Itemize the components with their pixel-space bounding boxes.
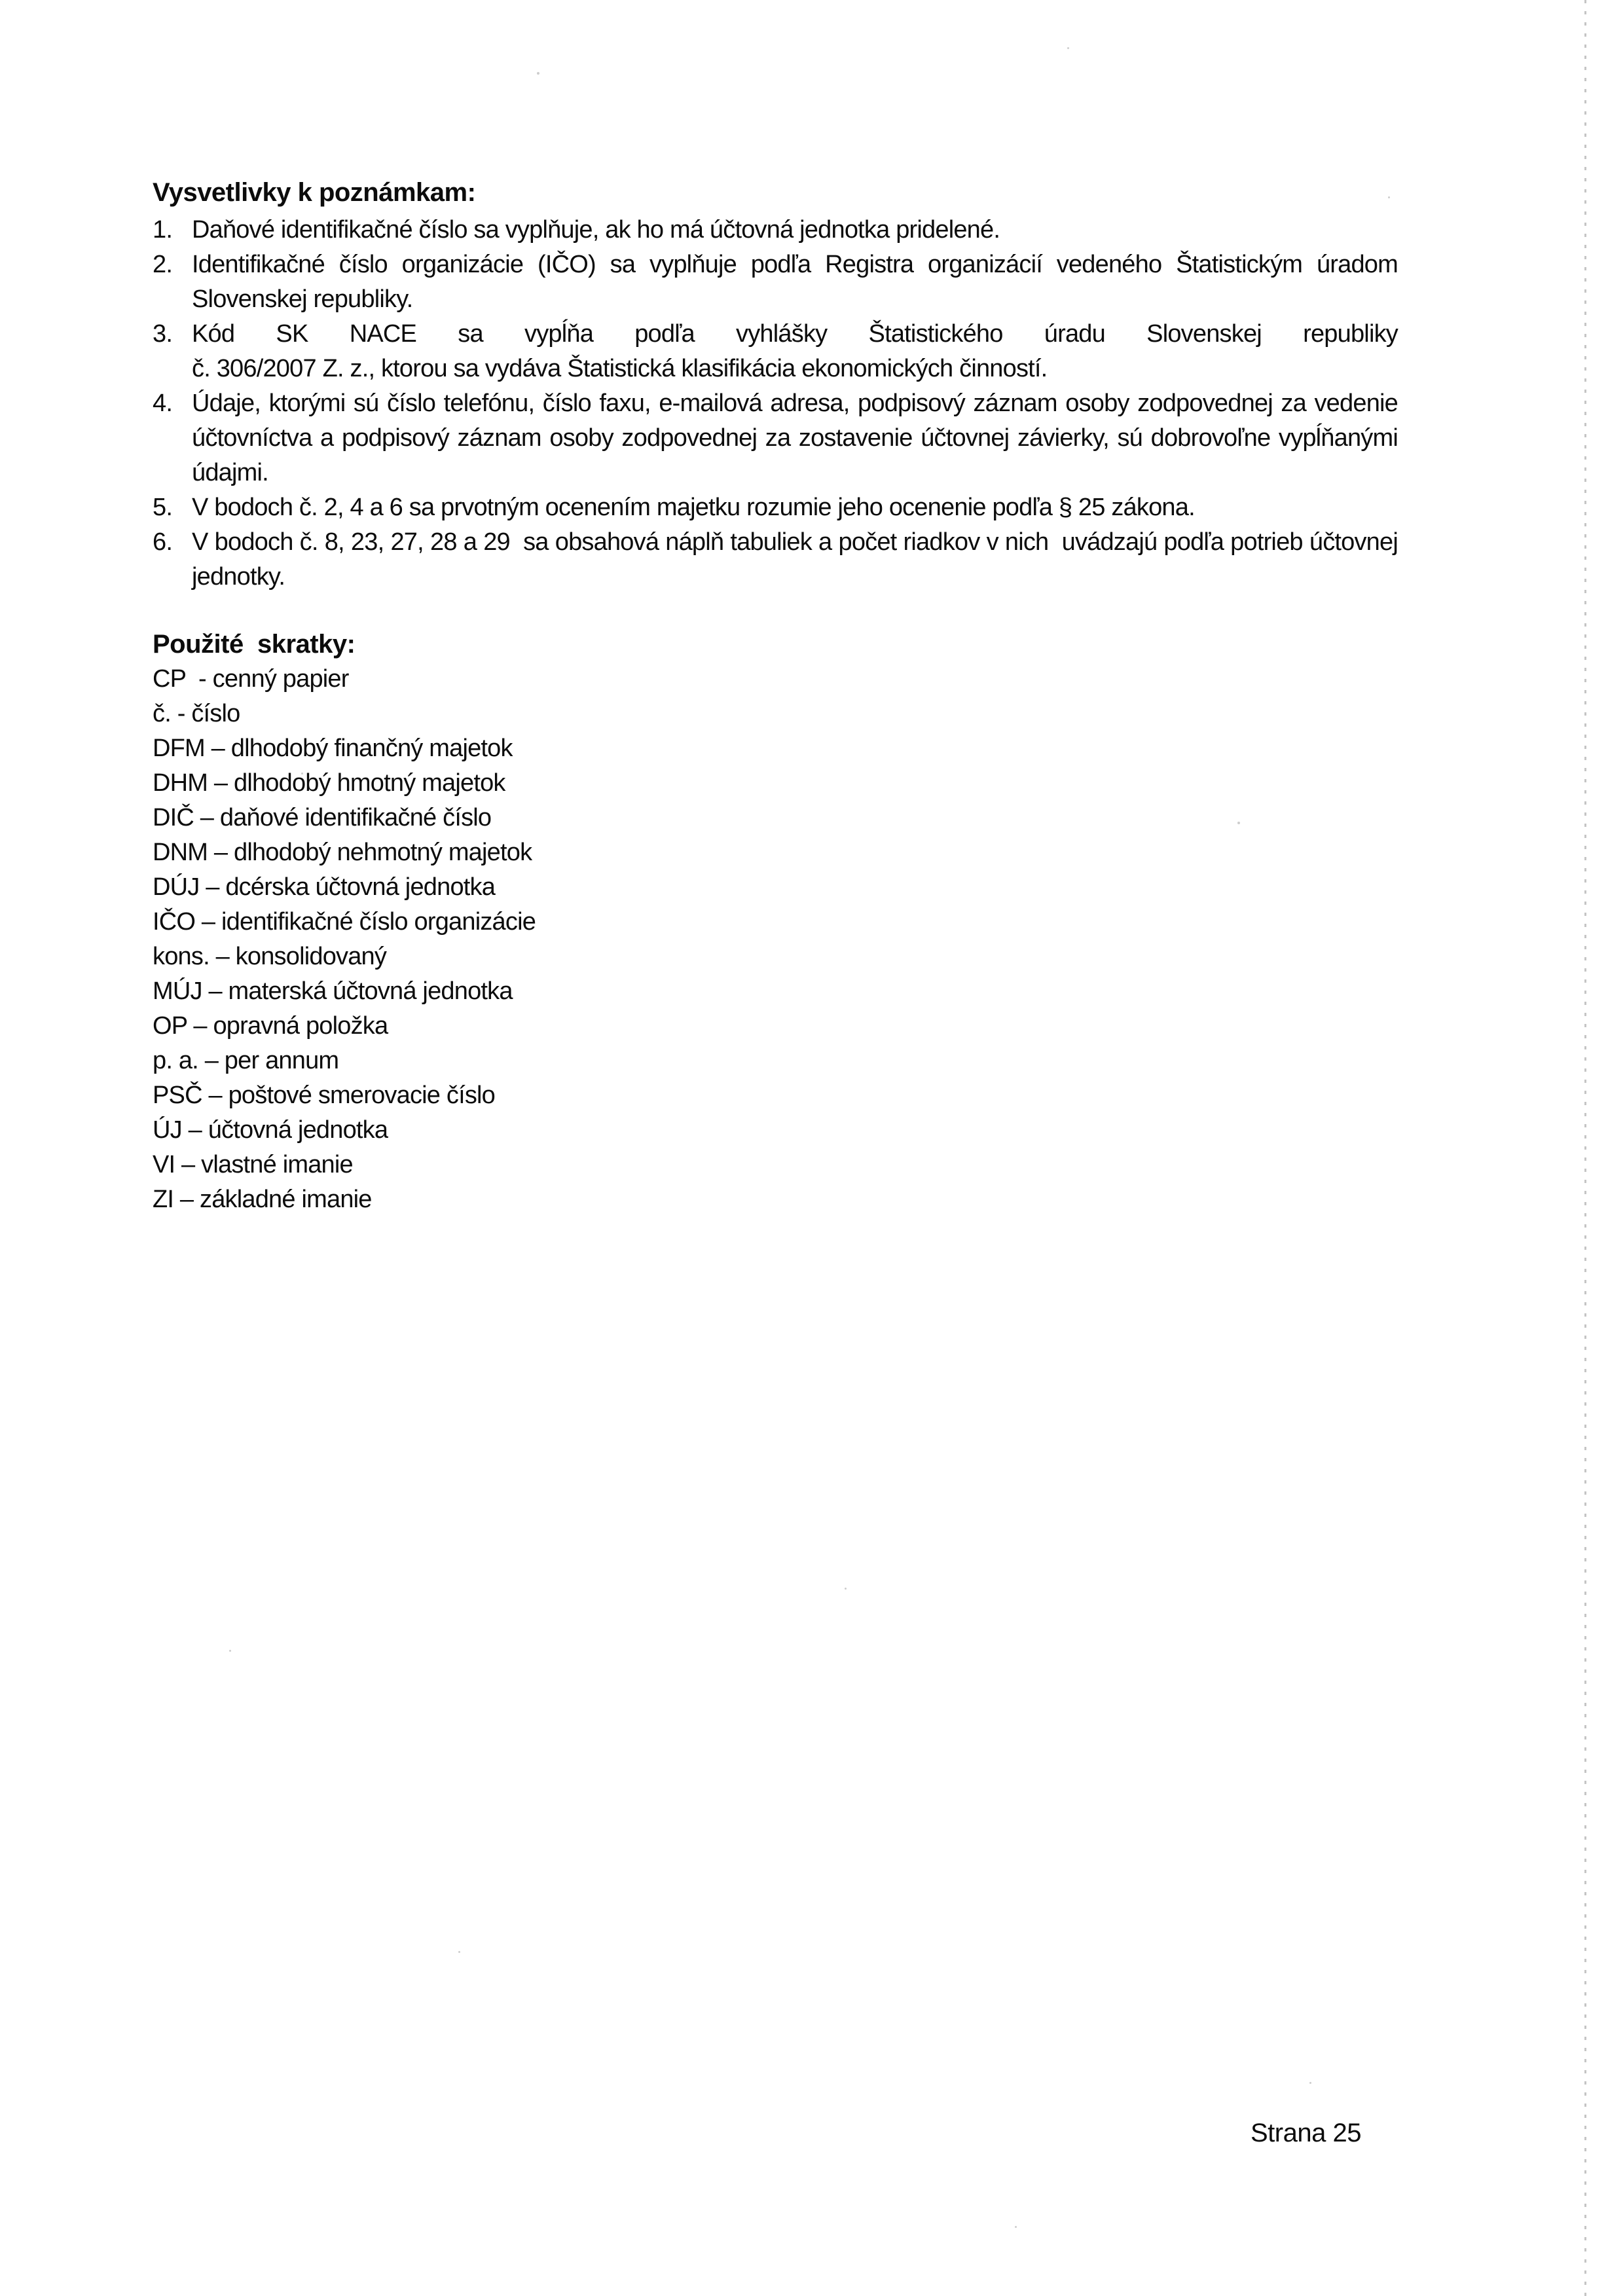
abbreviation-item: OP – opravná položka — [153, 1012, 388, 1040]
abbreviations-heading: Použité skratky: — [153, 630, 356, 659]
note-item — [153, 490, 1398, 525]
abbreviation-item: MÚJ – materská účtovná jednotka — [153, 977, 513, 1005]
abbreviation-item: IČO – identifikačné číslo organizácie — [153, 908, 536, 936]
abbreviation-item: ÚJ – účtovná jednotka — [153, 1116, 388, 1144]
abbreviation-item: DHM – dlhodobý hmotný majetok — [153, 769, 505, 797]
note-number: 2. — [153, 251, 173, 278]
note-text: V bodoch č. 8, 23, 27, 28 a 29 sa obsahová náplň tabuliek a počet riadkov v nich uvádzajú podľa potrieb účtovnej jednotky. — [192, 528, 1404, 591]
scan-speckle — [1067, 47, 1069, 49]
abbreviations-list — [153, 662, 1398, 1217]
abbreviation-item: ZI – základné imanie — [153, 1186, 372, 1213]
scan-speckle — [1309, 2082, 1311, 2084]
scan-speckle — [301, 773, 303, 774]
note-text: Údaje, ktorými sú číslo telefónu, číslo faxu, e-mailová adresa, podpisový záznam osoby zodpovednej za vedenie účtovníctva a podpisový záznam osoby zodpovednej za zostavenie účtovnej závierky, sú dobrovoľne vypĺňanými údajmi. — [192, 390, 1404, 486]
note-item — [153, 247, 1404, 317]
scan-speckle — [229, 1650, 231, 1652]
abbreviation-item: č. - číslo — [153, 700, 240, 727]
scan-speckle — [1388, 196, 1390, 198]
abbreviation-item: CP - cenný papier — [153, 665, 349, 693]
scan-speckle — [458, 1951, 460, 1953]
scan-speckle — [537, 72, 539, 75]
abbreviations-section — [153, 627, 1398, 1217]
abbreviation-item: DNM – dlhodobý nehmotný majetok — [153, 839, 532, 866]
note-item — [153, 213, 1398, 247]
abbreviation-item: DIČ – daňové identifikačné číslo — [153, 804, 492, 831]
page-number: Strana 25 — [1251, 2119, 1361, 2147]
abbreviation-item: DFM – dlhodobý finančný majetok — [153, 735, 513, 762]
note-number: 5. — [153, 494, 173, 521]
notes-list — [153, 213, 1404, 594]
abbreviation-item: VI – vlastné imanie — [153, 1151, 353, 1178]
content-area — [153, 175, 1404, 1217]
note-number: 3. — [153, 320, 173, 348]
note-text: Kód SK NACE sa vypĺňa podľa vyhlášky Štatistického úradu Slovenskej republiky č. 306/2007 Z. z., ktorou sa vydáva Štatistická klasifikácia ekonomických činností. — [192, 320, 1398, 382]
abbreviation-item: p. a. – per annum — [153, 1047, 339, 1074]
notes-heading: Vysvetlivky k poznámkam: — [153, 178, 476, 207]
note-item — [153, 386, 1404, 490]
scan-speckle — [845, 1588, 847, 1590]
notes-section — [153, 175, 1404, 594]
abbreviation-item: DÚJ – dcérska účtovná jednotka — [153, 873, 496, 901]
note-text: Identifikačné číslo organizácie (IČO) sa vyplňuje podľa Registra organizácií vedeného Štatistickým úradom Slovenskej republiky. — [192, 251, 1404, 313]
note-number: 6. — [153, 528, 173, 556]
note-item — [153, 317, 1398, 386]
note-number: 1. — [153, 216, 173, 244]
scan-speckle — [1015, 2226, 1017, 2228]
note-text: V bodoch č. 2, 4 a 6 sa prvotným ocenením majetku rozumie jeho ocenenie podľa § 25 zákona. — [192, 494, 1195, 521]
abbreviation-item: kons. – konsolidovaný — [153, 943, 387, 970]
note-number: 4. — [153, 390, 173, 417]
note-text: Daňové identifikačné číslo sa vyplňuje, ak ho má účtovná jednotka pridelené. — [192, 216, 1000, 244]
note-item — [153, 525, 1404, 594]
scan-speckle — [1237, 822, 1240, 824]
abbreviation-item: PSČ – poštové smerovacie číslo — [153, 1082, 496, 1109]
scan-artifact-line — [1584, 0, 1586, 2296]
